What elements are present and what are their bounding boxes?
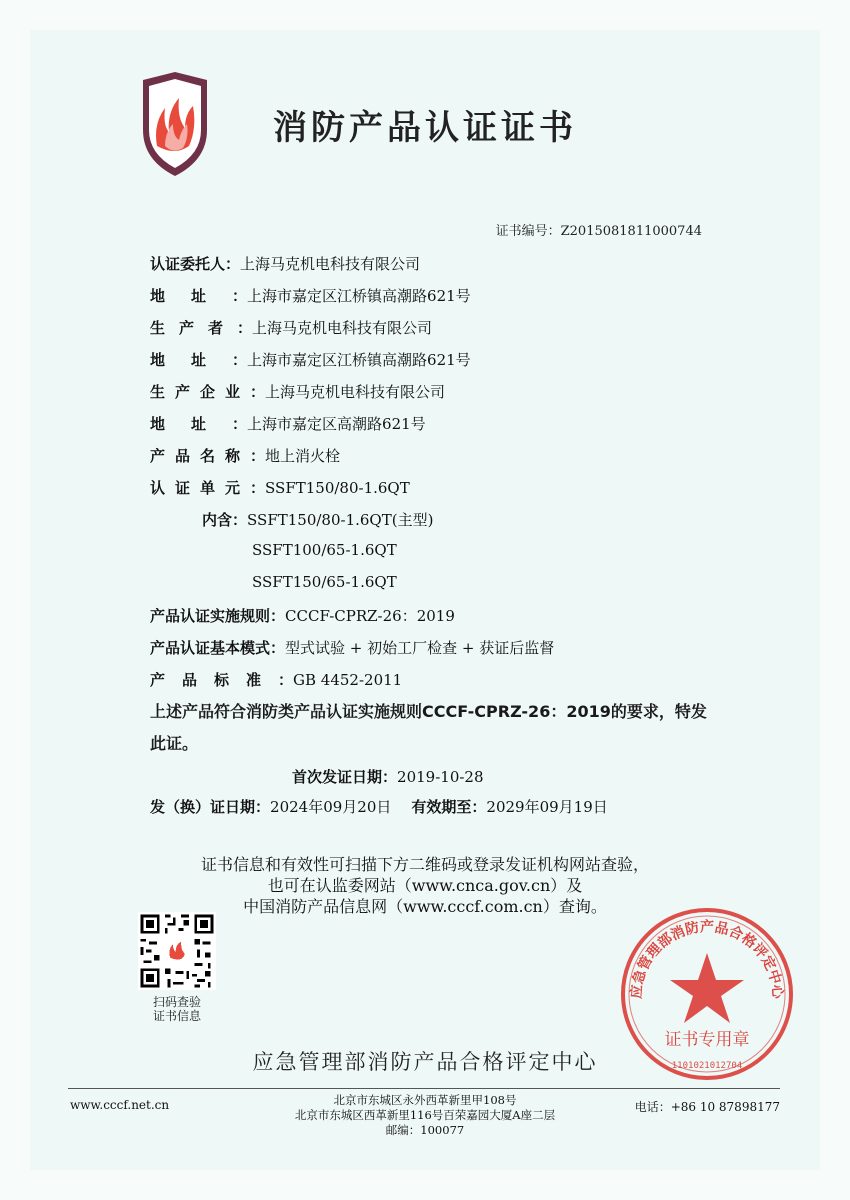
first-issue-value: 2019-10-28	[397, 768, 484, 786]
first-issue-label: 首次发证日期	[292, 768, 383, 786]
footer-postcode: 邮编：100077	[385, 1123, 465, 1137]
mode-value: 型式试验 + 初始工厂检查 + 获证后监督	[285, 639, 555, 657]
field-client: 认证委托人：上海马克机电科技有限公司	[150, 255, 421, 273]
certificate-number: 证书编号：Z2015081811000744	[495, 224, 702, 239]
qr-caption	[138, 995, 216, 1023]
seal-code: 1101021012704	[671, 1061, 743, 1071]
page-title: 消防产品认证证书	[273, 108, 577, 148]
seal-center-text: 证书专用章	[664, 1030, 750, 1050]
contains-item: SSFT150/65-1.6QT	[252, 573, 397, 591]
field-rule: 产品认证实施规则：CCCF-CPRZ-26：2019	[150, 607, 455, 625]
rule-value: CCCF-CPRZ-26：2019	[285, 607, 455, 625]
issuing-organization: 应急管理部消防产品合格评定中心	[252, 1050, 598, 1074]
product-label: 产品名称	[150, 447, 251, 465]
standard-value: GB 4452-2011	[293, 671, 403, 689]
footer-divider	[68, 1088, 780, 1089]
field-mode: 产品认证基本模式：型式试验 + 初始工厂检查 + 获证后监督	[150, 639, 555, 657]
address-1-label: 地址	[150, 287, 233, 305]
valid-until-value: 2029年09月19日	[486, 798, 608, 816]
client-label: 认证委托人	[150, 255, 226, 273]
issue-valid-dates: 发（换）证日期：2024年09月20日 有效期至：2029年09月19日	[150, 798, 608, 816]
field-unit: 认证单元：SSFT150/80-1.6QT	[150, 479, 410, 497]
field-standard: 产品标准：GB 4452-2011	[150, 671, 403, 689]
first-issue-date: 首次发证日期：2019-10-28	[292, 768, 484, 786]
footer-website[interactable]: www.cccf.net.cn	[70, 1098, 170, 1112]
product-value: 地上消火栓	[265, 447, 341, 465]
contains-label: 内含	[202, 511, 233, 529]
field-address-2: 地址：上海市嘉定区江桥镇高潮路621号	[150, 351, 471, 369]
footer-address-line: 北京市东城区西革新里116号百荣嘉园大厦A座二层	[294, 1108, 556, 1122]
qr-code[interactable]	[138, 912, 216, 990]
verification-notice-line: 也可在认监委网站（www.cnca.gov.cn）及	[267, 876, 583, 895]
footer-address-line: 北京市东城区永外西革新里甲108号	[333, 1093, 517, 1107]
field-product: 产品名称：地上消火栓	[150, 447, 341, 465]
unit-value: SSFT150/80-1.6QT	[265, 479, 410, 497]
field-address-3: 地址：上海市嘉定区高潮路621号	[150, 415, 426, 433]
unit-label: 认证单元	[150, 479, 251, 497]
field-address-1: 地址：上海市嘉定区江桥镇高潮路621号	[150, 287, 471, 305]
valid-until-label: 有效期至	[411, 798, 472, 816]
qr-caption-line: 扫码查验	[152, 995, 201, 1009]
footer-phone: 电话：+86 10 87898177	[634, 1100, 780, 1114]
factory-value: 上海马克机电科技有限公司	[265, 383, 446, 401]
rule-label: 产品认证实施规则	[150, 607, 271, 625]
address-2-label: 地址	[150, 351, 233, 369]
address-2-value: 上海市嘉定区江桥镇高潮路621号	[247, 351, 471, 369]
contains-item: SSFT100/65-1.6QT	[252, 541, 397, 559]
address-3-value: 上海市嘉定区高潮路621号	[247, 415, 426, 433]
producer-value: 上海马克机电科技有限公司	[252, 319, 433, 337]
seal-ring-text: 应急管理部消防产品合格评定中心	[628, 919, 786, 1000]
address-3-label: 地址	[150, 415, 233, 433]
field-factory: 生产企业：上海马克机电科技有限公司	[150, 383, 446, 401]
issue-date-value: 2024年09月20日	[270, 798, 392, 816]
mode-label: 产品认证基本模式	[150, 639, 271, 657]
issue-date-label: 发（换）证日期	[150, 798, 256, 816]
conformity-statement: 上述产品符合消防类产品认证实施规则CCCF-CPRZ-26：2019的要求，特发此证。	[150, 702, 707, 753]
field-contains: 内含：SSFT150/80-1.6QT(主型)	[202, 511, 434, 529]
contains-item: SSFT150/80-1.6QT(主型)	[247, 511, 434, 529]
field-producer: 生产者：上海马克机电科技有限公司	[150, 319, 433, 337]
verification-notice-line: 中国消防产品信息网（www.cccf.com.cn）查询。	[243, 897, 607, 916]
qr-caption-line: 证书信息	[152, 1009, 201, 1023]
standard-label: 产品标准	[150, 671, 279, 689]
factory-label: 生产企业	[150, 383, 251, 401]
producer-label: 生产者	[150, 319, 238, 337]
address-1-value: 上海市嘉定区江桥镇高潮路621号	[247, 287, 471, 305]
client-value: 上海马克机电科技有限公司	[240, 255, 421, 273]
verification-notice-line: 证书信息和有效性可扫描下方二维码或登录发证机构网站查验，	[200, 855, 649, 874]
